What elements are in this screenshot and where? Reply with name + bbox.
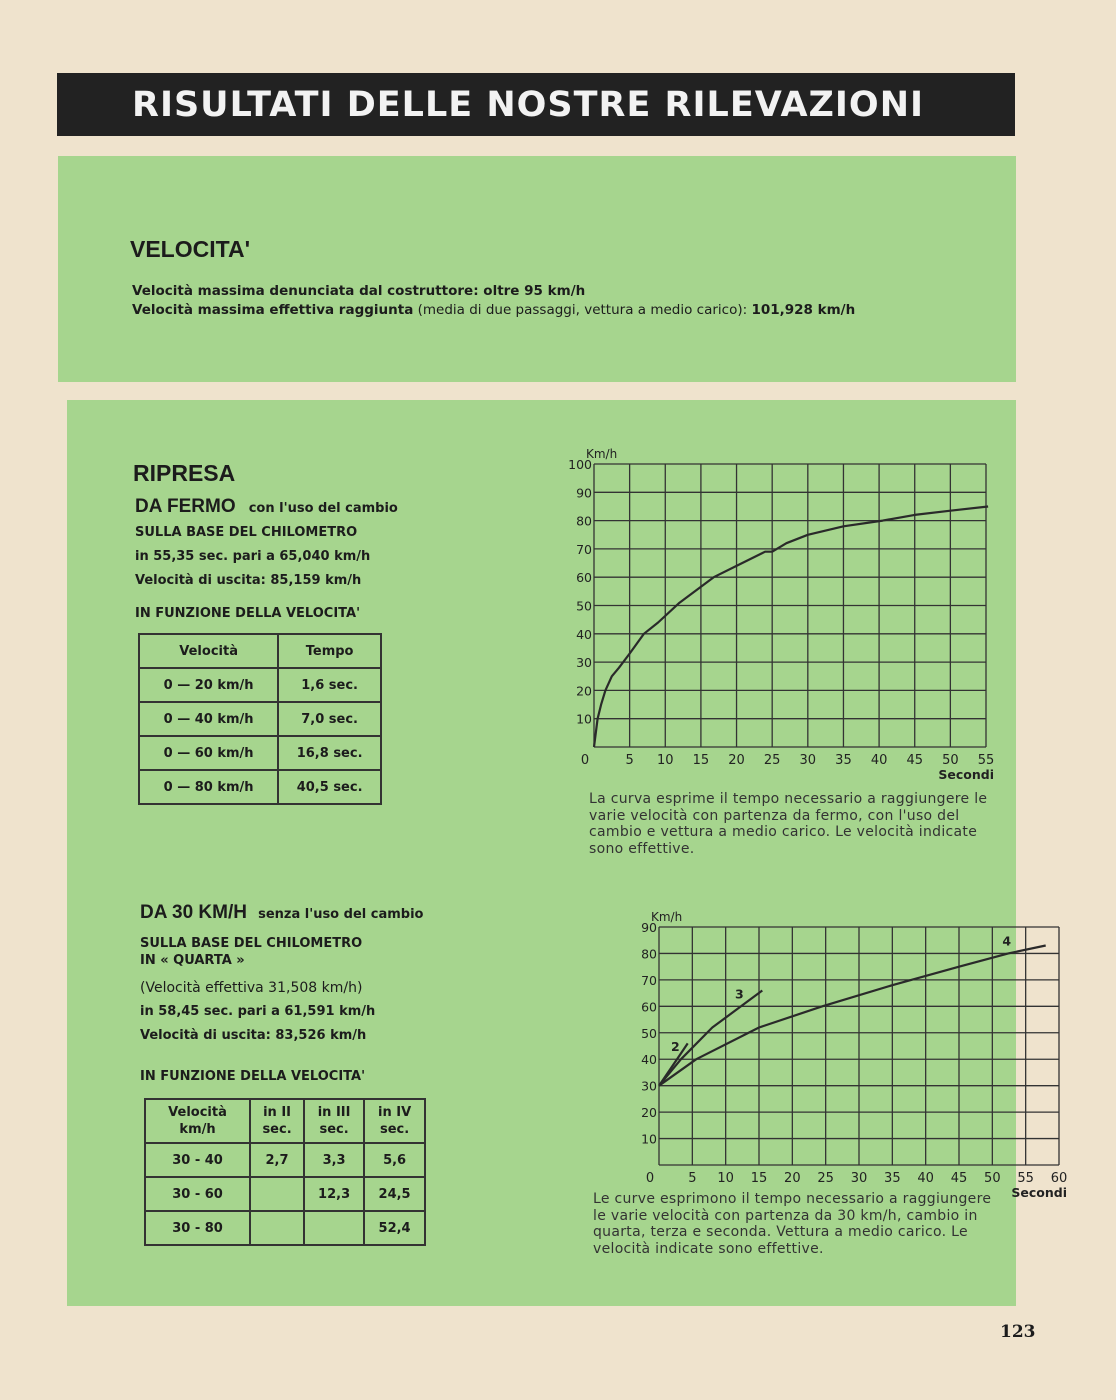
table-row bbox=[145, 1177, 425, 1211]
y-tick-label: 60 bbox=[641, 999, 657, 1015]
trenta-table-cell bbox=[304, 1211, 364, 1245]
fermo-table bbox=[138, 633, 382, 805]
velocita-line-2-note: (media di due passaggi, vettura a medio carico): bbox=[417, 302, 748, 318]
velocita-heading: VELOCITA' bbox=[130, 236, 251, 262]
x-tick-label: 60 bbox=[1050, 1171, 1068, 1186]
series-line-4 bbox=[659, 946, 1046, 1086]
trenta-table-cell: 2,7 bbox=[250, 1143, 304, 1177]
series-label-4: 4 bbox=[1002, 933, 1012, 949]
trenta-table-cell: 5,6 bbox=[364, 1143, 425, 1177]
x-tick-label: 25 bbox=[763, 753, 781, 768]
x-tick-label: 55 bbox=[1017, 1171, 1034, 1186]
x-tick-label: 15 bbox=[692, 753, 710, 768]
trenta-table-header-cell: Velocità km/h bbox=[145, 1099, 250, 1143]
trenta-table-header-cell: in II sec. bbox=[250, 1099, 304, 1143]
velocita-line-2 bbox=[132, 302, 855, 318]
trenta-table-cell: 12,3 bbox=[304, 1177, 364, 1211]
fermo-line-4: IN FUNZIONE DELLA VELOCITA' bbox=[135, 606, 361, 621]
trenta-table-header-cell: in III sec. bbox=[304, 1099, 364, 1143]
series-label-2: 2 bbox=[671, 1039, 680, 1055]
x-axis-label: Secondi bbox=[938, 767, 994, 782]
fermo-line-2: in 55,35 sec. pari a 65,040 km/h bbox=[135, 549, 371, 564]
trenta-title-line bbox=[140, 902, 423, 924]
table-row bbox=[139, 736, 381, 770]
y-tick-label: 20 bbox=[576, 683, 592, 699]
series-line-3 bbox=[659, 991, 762, 1086]
fermo-title: DA FERMO bbox=[135, 496, 236, 517]
x-tick-label: 25 bbox=[817, 1171, 834, 1186]
y-tick-label: 50 bbox=[641, 1025, 657, 1041]
table-row bbox=[145, 1143, 425, 1177]
x-tick-label: 10 bbox=[717, 1171, 734, 1186]
fermo-table-cell: 1,6 sec. bbox=[278, 668, 381, 702]
chart-2-caption: Le curve esprimono il tempo necessario a raggiungere le varie velocità con partenza da 30 km/h, cambio in quarta, terza e seconda. Vettura a medio carico. Le velocità indicate sono effettive. bbox=[593, 1191, 992, 1257]
trenta-table-cell: 30 - 40 bbox=[145, 1143, 250, 1177]
chart-1-caption: La curva esprime il tempo necessario a raggiungere le varie velocità con partenza da fermo, con l'uso del cambio e vettura a medio carico. Le velocità indicate sono effettive. bbox=[589, 791, 988, 857]
fermo-subtitle: con l'uso del cambio bbox=[248, 501, 398, 516]
fermo-table-cell: 40,5 sec. bbox=[278, 770, 381, 804]
velocita-line-1: Velocità massima denunciata dal costruttore: oltre 95 km/h bbox=[132, 283, 586, 299]
x-tick-label: 45 bbox=[906, 753, 924, 768]
trenta-table-cell: 30 - 80 bbox=[145, 1211, 250, 1245]
page-title: RISULTATI DELLE NOSTRE RILEVAZIONI bbox=[132, 85, 925, 125]
x-tick-label: 35 bbox=[884, 1171, 901, 1186]
series-label-3: 3 bbox=[735, 986, 744, 1002]
fermo-table-cell: 0 — 60 km/h bbox=[139, 736, 278, 770]
trenta-title: DA 30 KM/H bbox=[140, 902, 247, 923]
x-tick-label: 45 bbox=[950, 1171, 968, 1186]
y-tick-label: 30 bbox=[641, 1078, 657, 1094]
y-tick-label: 90 bbox=[576, 485, 592, 501]
page-number: 123 bbox=[1000, 1322, 1036, 1342]
y-tick-label: 10 bbox=[641, 1131, 657, 1147]
trenta-table-header-cell: in IV sec. bbox=[364, 1099, 425, 1143]
x-tick-label: 20 bbox=[728, 753, 745, 768]
y-tick-label: 20 bbox=[641, 1105, 657, 1121]
trenta-line-5: Velocità di uscita: 83,526 km/h bbox=[140, 1028, 367, 1043]
fermo-table-cell: 7,0 sec. bbox=[278, 702, 381, 736]
x-tick-label: 20 bbox=[784, 1171, 801, 1186]
y-tick-label: 80 bbox=[641, 946, 657, 962]
y-tick-label: 40 bbox=[576, 626, 592, 642]
y-tick-label: 100 bbox=[568, 457, 592, 472]
x-tick-label: 0 bbox=[645, 1171, 655, 1186]
trenta-table-header-row bbox=[145, 1099, 425, 1143]
ripresa-heading: RIPRESA bbox=[133, 460, 236, 486]
y-tick-label: 70 bbox=[641, 972, 657, 988]
y-tick-label: 50 bbox=[576, 598, 592, 614]
x-tick-label: 5 bbox=[688, 1171, 697, 1186]
fermo-table-header-cell: Velocità bbox=[139, 634, 278, 668]
y-axis-label: Km/h bbox=[651, 910, 683, 924]
trenta-subtitle: senza l'uso del cambio bbox=[258, 907, 424, 922]
x-tick-label: 50 bbox=[942, 753, 959, 768]
table-row bbox=[139, 770, 381, 804]
page-title-bar bbox=[57, 73, 1015, 136]
fermo-table-header-row bbox=[139, 634, 381, 668]
fermo-table-cell: 16,8 sec. bbox=[278, 736, 381, 770]
y-tick-label: 70 bbox=[576, 541, 592, 557]
y-tick-label: 30 bbox=[576, 655, 592, 671]
y-tick-label: 60 bbox=[576, 570, 592, 586]
y-tick-label: 40 bbox=[641, 1052, 657, 1068]
trenta-table-cell bbox=[250, 1211, 304, 1245]
trenta-line-3: (Velocità effettiva 31,508 km/h) bbox=[140, 980, 363, 996]
trenta-line-6: IN FUNZIONE DELLA VELOCITA' bbox=[140, 1069, 366, 1084]
x-tick-label: 50 bbox=[984, 1171, 1001, 1186]
y-tick-label: 90 bbox=[641, 920, 657, 935]
ripresa-panel bbox=[67, 400, 1068, 1306]
x-tick-label: 30 bbox=[850, 1171, 868, 1186]
fermo-table-cell: 0 — 80 km/h bbox=[139, 770, 278, 804]
fermo-table-cell: 0 — 20 km/h bbox=[139, 668, 278, 702]
velocita-line-2-label: Velocità massima effettiva raggiunta bbox=[132, 302, 414, 318]
fermo-title-line bbox=[135, 496, 398, 518]
trenta-table-cell: 3,3 bbox=[304, 1143, 364, 1177]
x-tick-label: 30 bbox=[799, 753, 817, 768]
fermo-line-1: SULLA BASE DEL CHILOMETRO bbox=[135, 525, 358, 540]
y-tick-label: 10 bbox=[576, 711, 592, 727]
trenta-table-cell: 24,5 bbox=[364, 1177, 425, 1211]
trenta-table-cell bbox=[250, 1177, 304, 1211]
series-line-1 bbox=[594, 507, 988, 748]
trenta-table-cell: 52,4 bbox=[364, 1211, 425, 1245]
velocita-line-2-value: 101,928 km/h bbox=[751, 302, 856, 318]
x-axis-label: Secondi bbox=[1011, 1185, 1067, 1200]
x-tick-label: 40 bbox=[870, 753, 888, 768]
y-tick-label: 80 bbox=[576, 513, 592, 529]
fermo-table-cell: 0 — 40 km/h bbox=[139, 702, 278, 736]
trenta-table-cell: 30 - 60 bbox=[145, 1177, 250, 1211]
velocita-panel bbox=[58, 156, 1016, 382]
fermo-table-header-cell: Tempo bbox=[278, 634, 381, 668]
trenta-line-2: IN « QUARTA » bbox=[140, 953, 245, 968]
table-row bbox=[145, 1211, 425, 1245]
trenta-table bbox=[144, 1098, 426, 1246]
table-row bbox=[139, 702, 381, 736]
x-tick-label: 5 bbox=[625, 753, 634, 768]
y-axis-label: Km/h bbox=[586, 447, 618, 461]
x-tick-label: 10 bbox=[656, 753, 674, 768]
x-tick-label: 0 bbox=[580, 753, 590, 768]
x-tick-label: 35 bbox=[835, 753, 852, 768]
trenta-line-4: in 58,45 sec. pari a 61,591 km/h bbox=[140, 1004, 376, 1019]
x-tick-label: 15 bbox=[750, 1171, 768, 1186]
x-tick-label: 55 bbox=[977, 753, 995, 768]
table-row bbox=[139, 668, 381, 702]
x-tick-label: 40 bbox=[917, 1171, 934, 1186]
trenta-line-1: SULLA BASE DEL CHILOMETRO bbox=[140, 936, 363, 951]
trenta-acceleration-chart bbox=[554, 903, 1068, 1203]
fermo-line-3: Velocità di uscita: 85,159 km/h bbox=[135, 573, 362, 588]
